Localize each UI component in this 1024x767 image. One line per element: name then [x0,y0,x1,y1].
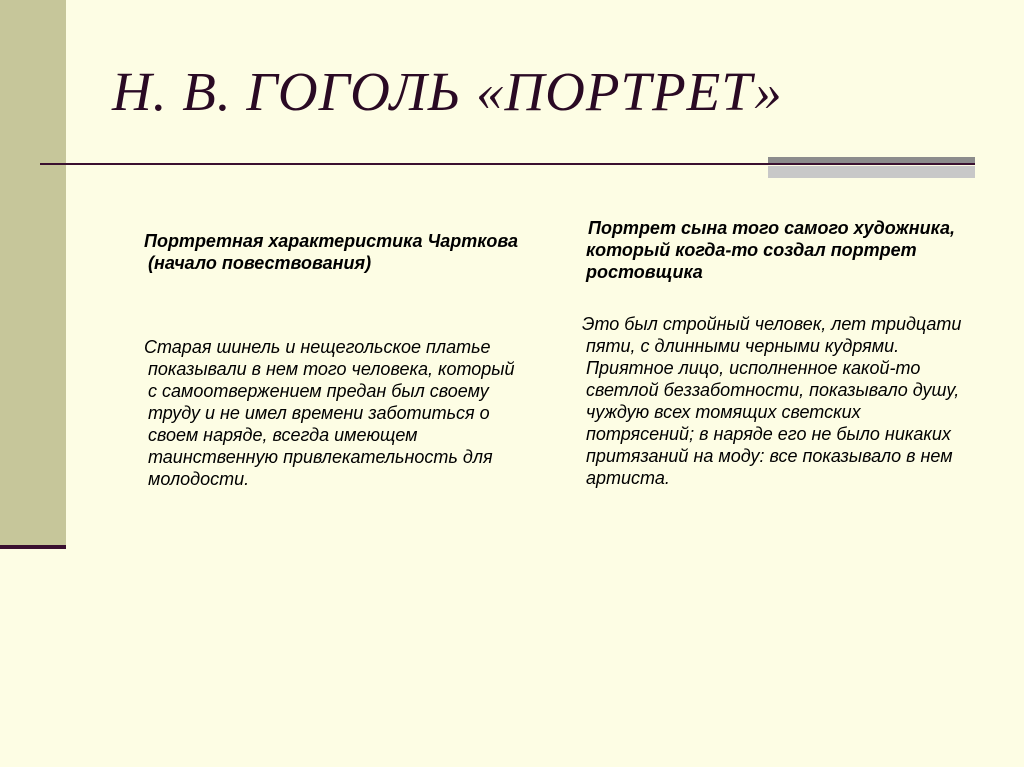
title-accent-bar-dark [768,157,975,163]
right-column [582,217,966,489]
side-decor-bar [0,0,66,545]
side-decor-bar-underline [0,545,66,549]
left-column [144,230,528,490]
slide-title: Н. В. ГОГОЛЬ «ПОРТРЕТ» [112,61,783,122]
title-accent-bar-light [768,166,975,178]
left-column-quote: Старая шинель и нещегольское платье показывали в нем того человека, который с самоотвержением предан был своему труду и не имел времени заботиться о своем наряде, всегда имеющем таинственную привлекательность для молодости. [144,337,515,489]
left-column-heading: Портретная характеристика Чарткова (начало повествования) [144,231,519,273]
title-divider-line [40,163,975,165]
right-column-quote: Это был стройный человек, лет тридцати пяти, с длинными черными кудрями. Приятное лицо, исполненное какой-то светлой беззаботности, показывало душу, чуждую всех томящих светских потрясений; в наряде его не было никаких притязаний на моду: все показывало в нем артиста. [582,314,962,488]
right-column-heading: Портрет сына того самого художника, который когда-то создал портрет ростовщика [586,218,956,282]
